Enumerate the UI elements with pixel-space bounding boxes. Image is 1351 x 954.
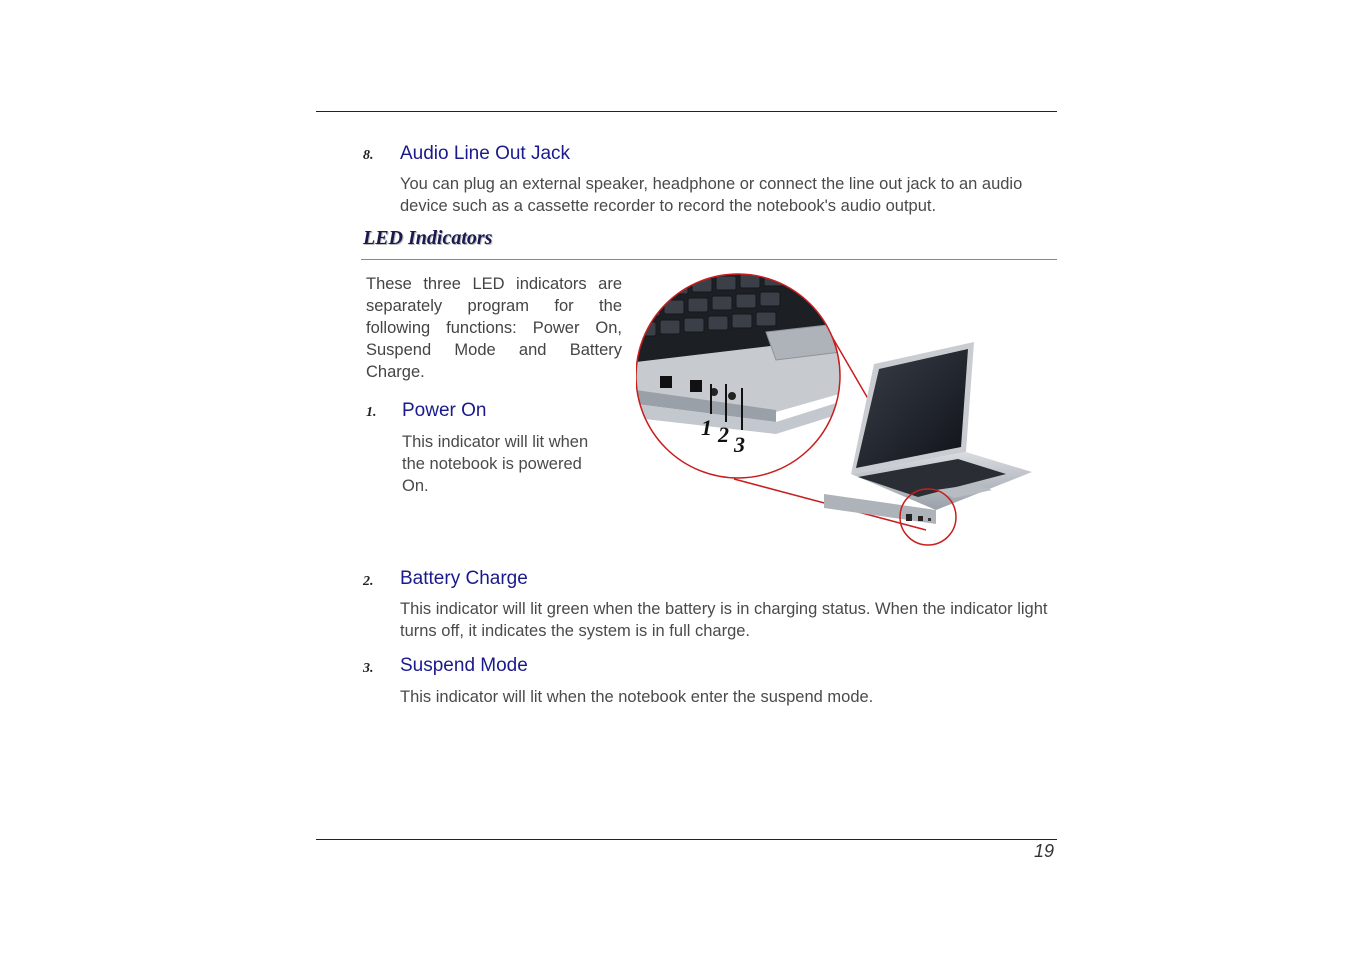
item-number: 1. [366, 405, 377, 420]
footer-rule [316, 839, 1057, 840]
led-callout-2: 2 [718, 422, 729, 447]
led-callout-1: 1 [701, 415, 712, 440]
section-title: LED Indicators [363, 227, 493, 249]
section-rule [361, 259, 1057, 260]
item-text-power-on: This indicator will lit when the notebook is powered On. [402, 433, 589, 495]
item-heading-audio-line-out: Audio Line Out Jack [400, 143, 571, 164]
led-callout-3: 3 [734, 432, 745, 457]
item-heading-power-on: Power On [402, 400, 487, 421]
item-heading-battery-charge: Battery Charge [400, 568, 528, 589]
section-intro: These three LED indicators are separately program for the following functions: Power On, Suspend Mode and Battery Charge. [366, 275, 622, 381]
item-heading-suspend-mode: Suspend Mode [400, 655, 528, 676]
item-number: 2. [363, 574, 374, 589]
item-text-audio-line-out: You can plug an external speaker, headphone or connect the line out jack to an audio device such as a cassette recorder to record the notebook's audio output. [400, 175, 1023, 215]
laptop-small [824, 342, 1032, 524]
item-number: 3. [363, 661, 374, 676]
item-text-suspend-mode: This indicator will lit when the notebook enter the suspend mode. [400, 688, 874, 706]
page-number: 19 [1033, 841, 1054, 861]
header-rule [316, 111, 1057, 112]
laptop-led-illustration [636, 272, 1036, 548]
item-number: 8. [363, 148, 374, 163]
item-text-battery-charge: This indicator will lit green when the battery is in charging status. When the indicator light turns off, it indicates the system is in full charge. [400, 600, 1048, 640]
